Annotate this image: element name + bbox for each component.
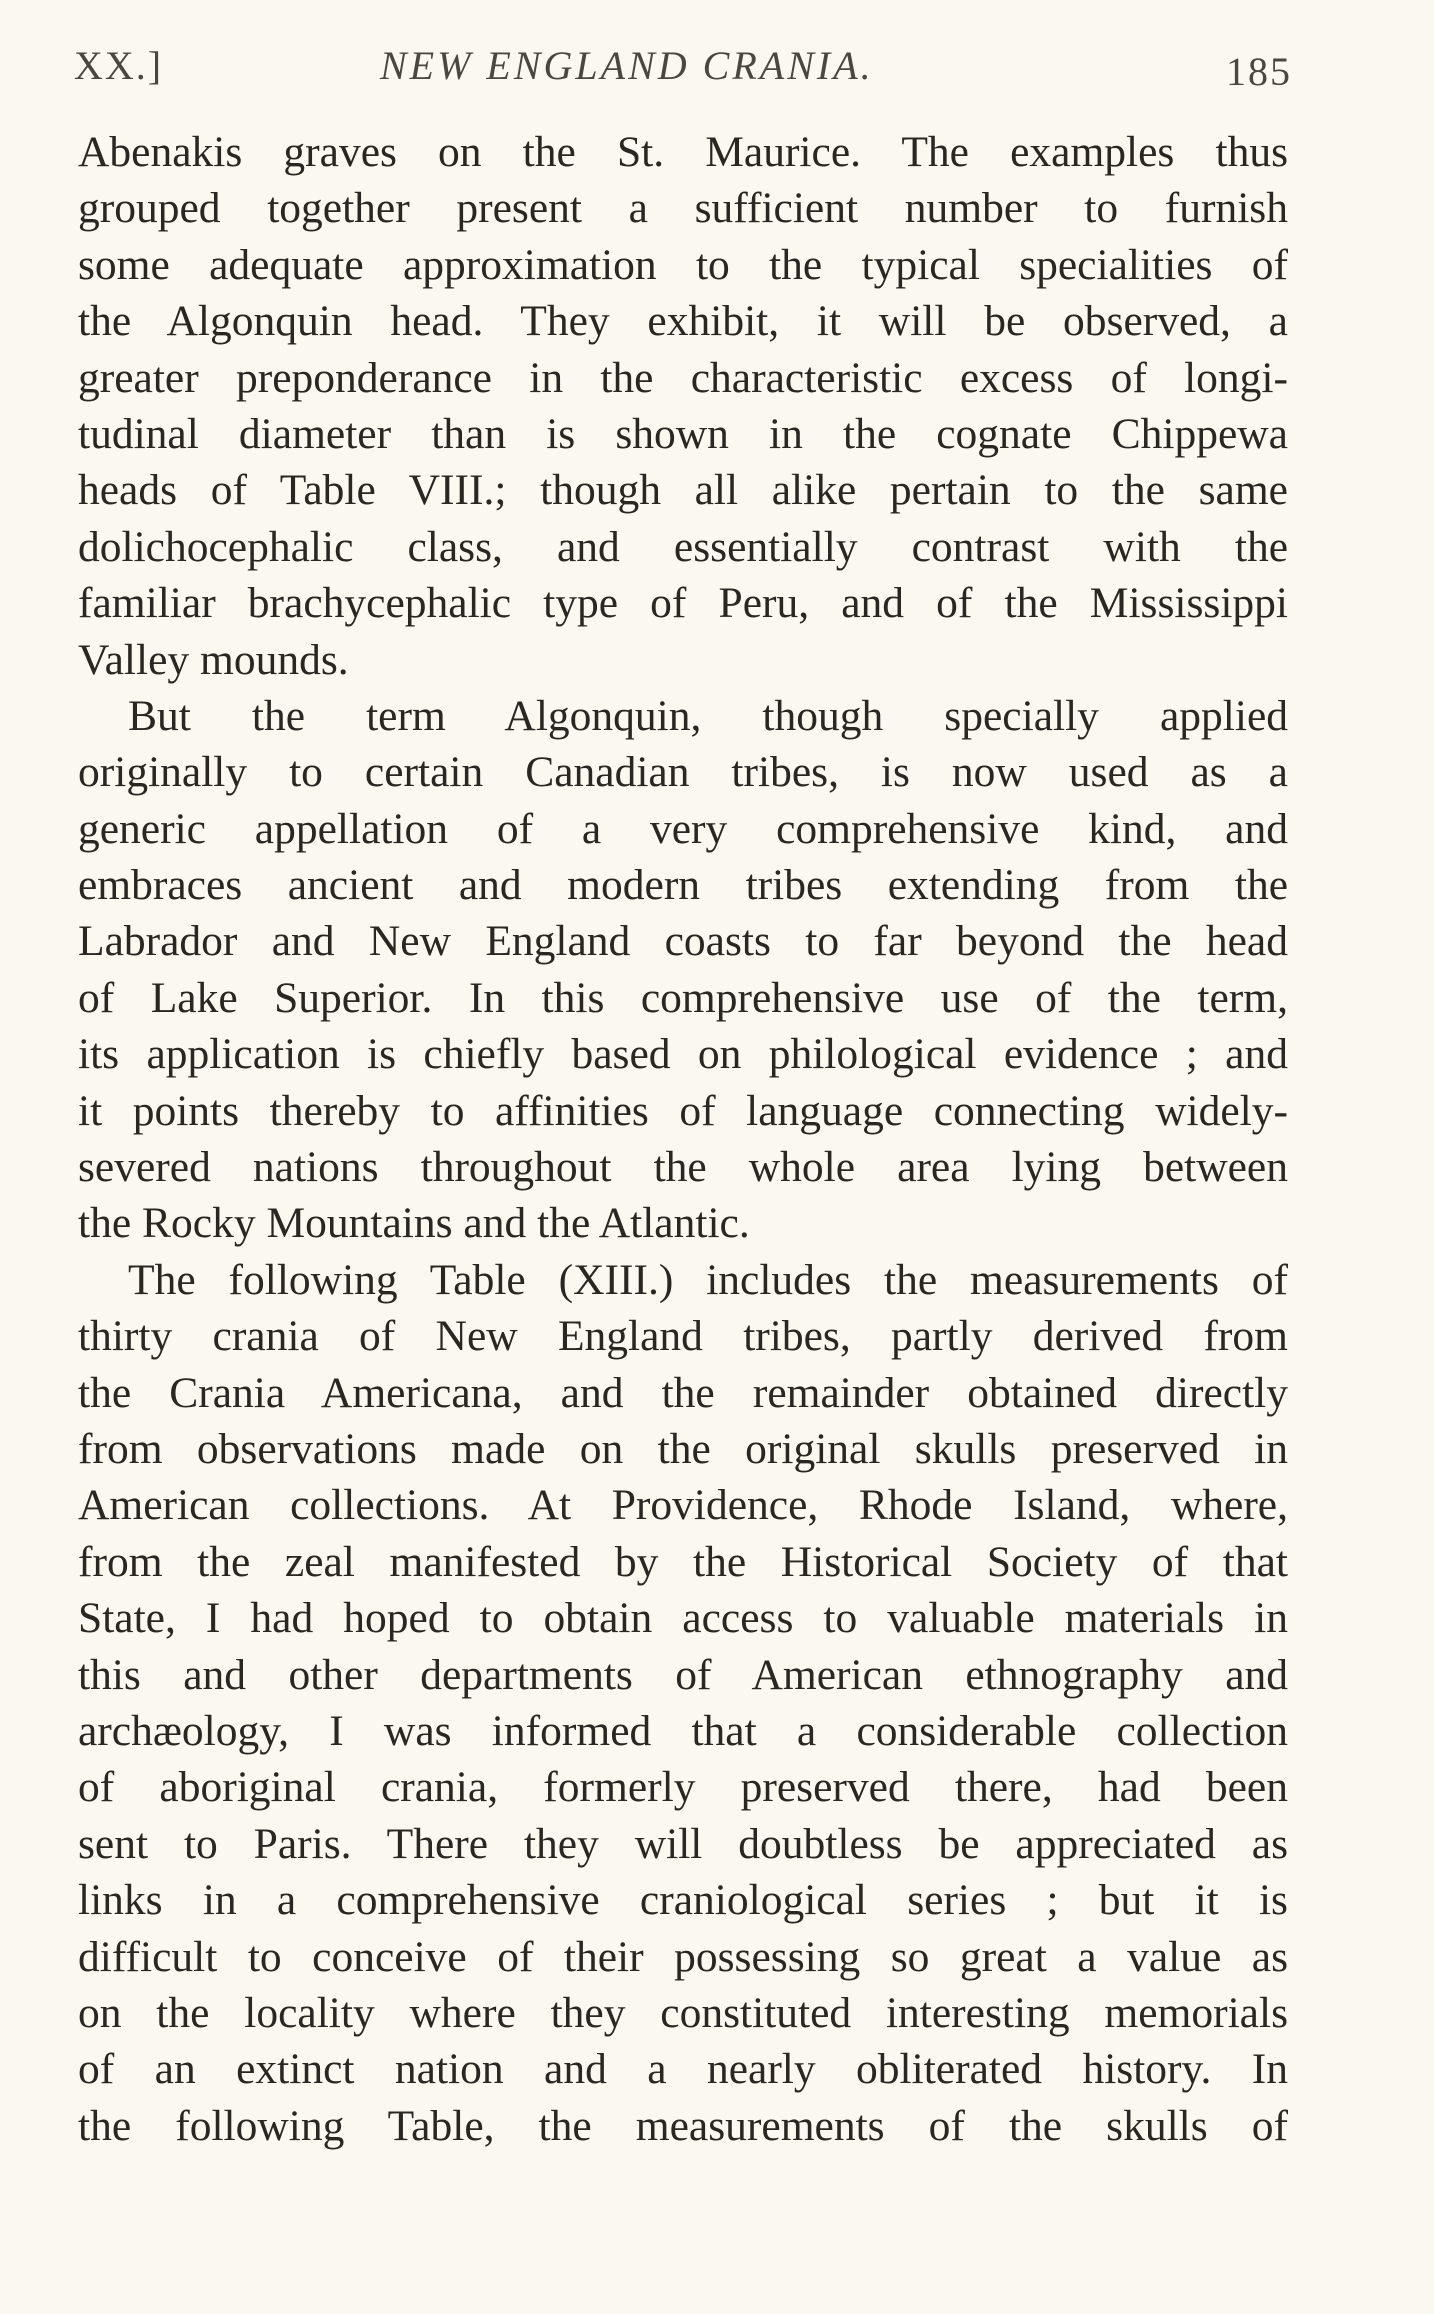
text-line: embraces ancient and modern tribes extending from the [78, 861, 1288, 910]
text-line: State, I had hoped to obtain access to valuable materials in [78, 1594, 1288, 1643]
text-line: of Lake Superior. In this comprehensive use of the term, [78, 973, 1288, 1022]
text-line: Valley mounds. [78, 635, 349, 684]
text-line: of aboriginal crania, formerly preserved there, had been [78, 1763, 1288, 1812]
text-line: severed nations throughout the whole area lying between [78, 1143, 1288, 1192]
running-head [74, 42, 1292, 102]
text-line: it points thereby to affinities of language connecting widely- [78, 1086, 1288, 1135]
text-line: tudinal diameter than is shown in the cognate Chippewa [78, 409, 1288, 458]
text-line: its application is chiefly based on philological evidence ; and [78, 1030, 1288, 1079]
text-line: dolichocephalic class, and essentially contrast with the [78, 522, 1288, 571]
text-line: generic appellation of a very comprehensive kind, and [78, 804, 1288, 853]
paragraph-3 [78, 1252, 1288, 2154]
text-line: difficult to conceive of their possessing so great a value as [78, 1932, 1288, 1981]
body-text [78, 124, 1288, 2154]
paragraph-2 [78, 688, 1288, 1252]
text-line: But the term Algonquin, though specially applied [128, 691, 1288, 740]
text-line: The following Table (XIII.) includes the measurements of [128, 1255, 1288, 1304]
text-line: greater preponderance in the characteristic excess of longi- [78, 353, 1288, 402]
chapter-marker: XX.] [74, 43, 164, 88]
text-line: originally to certain Canadian tribes, is now used as a [78, 748, 1288, 797]
text-line: sent to Paris. There they will doubtless be appreciated as [78, 1819, 1288, 1868]
text-line: American collections. At Providence, Rhode Island, where, [78, 1481, 1288, 1530]
text-line: thirty crania of New England tribes, partly derived from [78, 1312, 1288, 1361]
text-line: some adequate approximation to the typical specialities of [78, 240, 1288, 289]
text-line: heads of Table VIII.; though all alike pertain to the same [78, 466, 1288, 515]
text-line: the following Table, the measurements of the skulls of [78, 2101, 1288, 2150]
text-line: links in a comprehensive craniological series ; but it is [78, 1876, 1288, 1925]
text-line: this and other departments of American ethnography and [78, 1650, 1288, 1699]
text-line: the Algonquin head. They exhibit, it will be observed, a [78, 297, 1288, 346]
text-line: Labrador and New England coasts to far beyond the head [78, 917, 1288, 966]
text-line: of an extinct nation and a nearly obliterated history. In [78, 2045, 1288, 2094]
text-line: archæology, I was informed that a considerable collection [78, 1706, 1288, 1755]
text-line: on the locality where they constituted interesting memorials [78, 1988, 1288, 2037]
paragraph-1 [78, 124, 1288, 688]
text-line: from the zeal manifested by the Historical Society of that [78, 1537, 1288, 1586]
running-title: NEW ENGLAND CRANIA. [380, 43, 874, 88]
page-number: 185 [1226, 49, 1292, 94]
text-line: Abenakis graves on the St. Maurice. The examples thus [78, 128, 1288, 176]
text-line: the Crania Americana, and the remainder obtained directly [78, 1368, 1288, 1417]
text-line: from observations made on the original skulls preserved in [78, 1424, 1288, 1473]
text-line: familiar brachycephalic type of Peru, and of the Mississippi [78, 579, 1288, 628]
text-line: grouped together present a sufficient number to furnish [78, 184, 1288, 233]
text-line: the Rocky Mountains and the Atlantic. [78, 1199, 750, 1248]
